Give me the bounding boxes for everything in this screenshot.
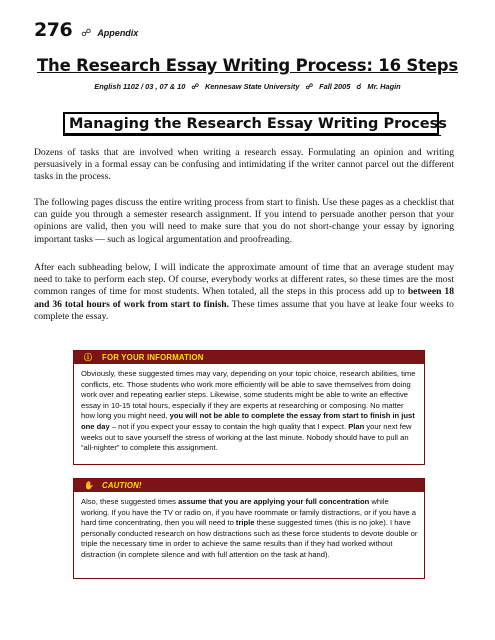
callout-emphasis: Plan: [348, 421, 365, 431]
page-number: 276: [34, 19, 73, 41]
info-callout: [73, 350, 425, 465]
paragraph-time-estimate: [34, 262, 454, 323]
running-header: [34, 19, 138, 41]
paragraph-text: These times assume that you have at leake four weeks to complete the essay.: [34, 298, 454, 322]
course-subtitle: [0, 82, 495, 91]
info-callout-label: FOR YOUR INFORMATION: [102, 353, 204, 362]
caution-callout-label: CAUTION!: [102, 481, 142, 490]
info-callout-header: [74, 351, 424, 364]
hand-icon: ✋: [84, 481, 94, 490]
school-name: Kennesaw State University: [204, 82, 300, 91]
callout-text: your next few weeks out to save yourself the stress of working at the last minute. Nobody should have to pull an “all-nighter” to complete this assignment.: [81, 421, 412, 453]
callout-emphasis: you will not be able to complete the essay from start to finish in just one day: [81, 411, 415, 431]
paragraph-text: After each subheading below, I will indicate the approximate amount of time that an average student may need to take to perform each step. Of course, everybody works at different rates, so these times are the most common ranges of time for most students. When totaled, all the steps in this process add up to: [34, 262, 454, 298]
page-title: The Research Essay Writing Process: 16 Steps: [37, 56, 458, 75]
callout-text: these suggested times (this is no joke). I have personally conducted research on how distractions such as these force students to devote double or triple the necessary time in order to achieve the same results than if they had worked without distraction (in complete silence and with full attention on the task at hand).: [81, 518, 418, 559]
term: Fall 2005: [319, 82, 351, 91]
paragraph-overview: The following pages discuss the entire writing process from start to finish. Use these pages as a checklist that can guide you through a semester research assignment. If you intend to persuade another person that your opinions are valid, then you will need to make sure that you do not short-change your essay by ignoring important tasks — such as logical argumentation and proofreading.: [34, 197, 454, 245]
total-hours-emphasis: between 18 and 36 total hours of work from start to finish.: [34, 286, 454, 310]
callout-text: Obviously, these suggested times may vary, depending on your topic choice, research abilities, time conflicts, etc. Those students who work more efficiently will be able to save themselves from doing work over and repeating earlier steps. Likewise, some students might be able to write an effective essay in 10-15 total hours, especially if they are experts at researching or composing. No matter how long you might need,: [81, 369, 416, 421]
info-callout-body: [74, 364, 424, 459]
instructor: Mr. Hagin: [367, 82, 401, 91]
callout-text: Also, these suggested times: [81, 497, 179, 506]
course-code: English 1102 / 03 , 07 & 10: [94, 82, 186, 91]
paragraph-intro: Dozens of tasks that are involved when writing a research essay. Formulating an opinion and writing persuasively in a formal essay can be confusing and intimidating if the writer cannot parcel out the different tasks in the process.: [34, 147, 454, 183]
ornament-icon: ☍: [81, 28, 92, 39]
callout-emphasis: assume that you are applying your full concentration: [178, 497, 370, 506]
callout-emphasis: triple: [235, 518, 255, 528]
ornament-icon: ☍: [191, 82, 199, 91]
callout-text: while working. If you have the TV or radio on, if you have roommate or family distractions, or if you have a hard time concentrating, then you will need to: [81, 497, 416, 528]
heading-rule: [63, 135, 441, 136]
ornament-icon: ☌: [356, 82, 362, 91]
callout-text: – not if you expect your essay to contain the high quality that I expect.: [109, 421, 349, 431]
ornament-icon: ☍: [305, 82, 314, 91]
info-icon: ⓘ: [84, 353, 92, 362]
section-name: Appendix: [97, 28, 139, 38]
caution-callout: [73, 478, 425, 579]
caution-callout-body: [74, 492, 424, 566]
section-heading-box: [63, 112, 447, 135]
caution-callout-header: [74, 479, 424, 492]
section-heading: Managing the Research Essay Writing Process: [69, 116, 447, 132]
